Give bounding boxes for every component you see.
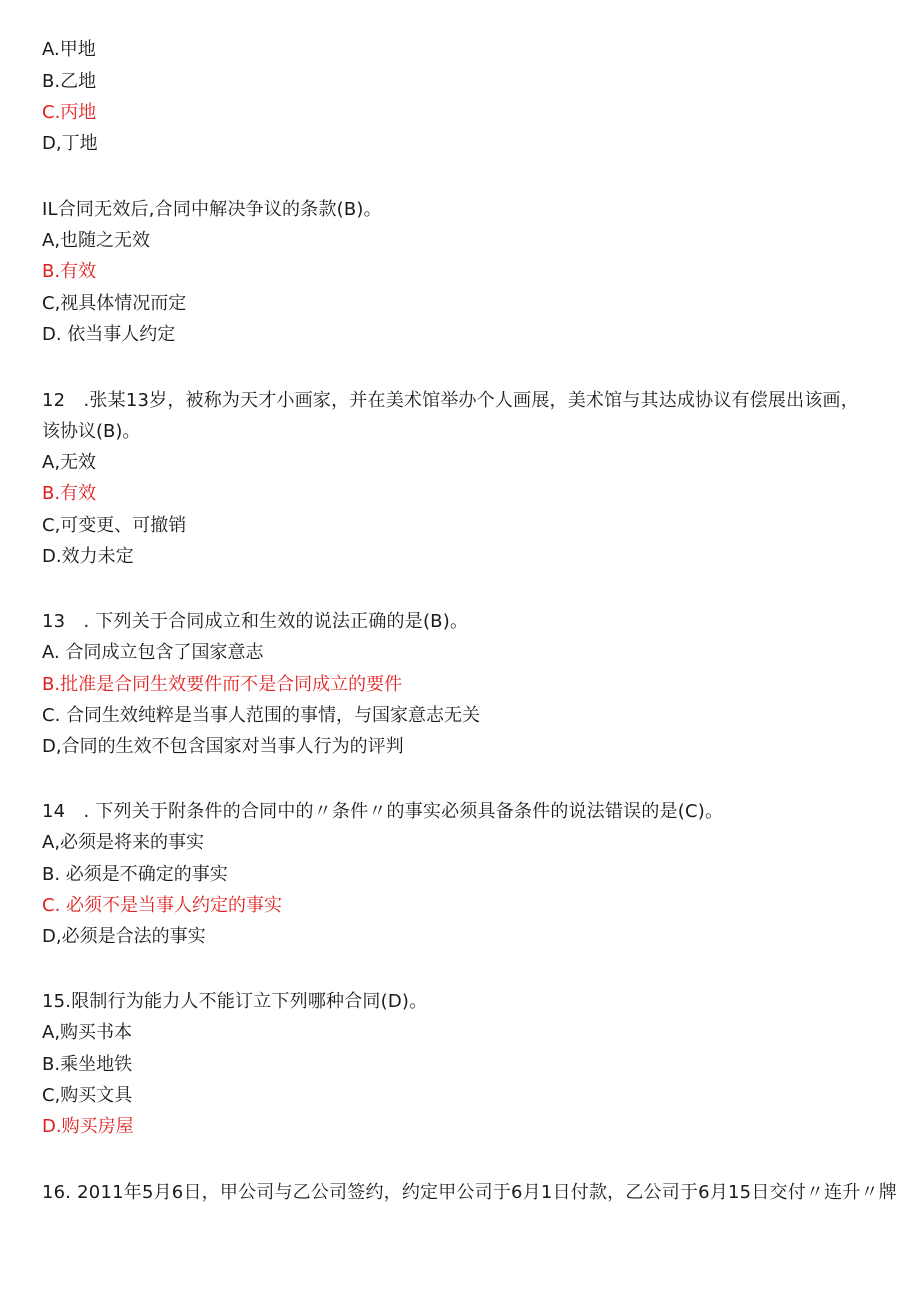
option-b-answer: B.批准是合同生效要件而不是合同成立的要件 [42, 674, 403, 695]
option-d: D,必须是合法的事实 [42, 926, 206, 947]
option-b: B.乘坐地铁 [42, 1054, 133, 1075]
option-c-answer: C. 必须不是当事人约定的事实 [42, 895, 283, 916]
question-12-continued: 该协议(B)。 [42, 421, 141, 442]
question-16: 16. 2011年5月6日，甲公司与乙公司签约，约定甲公司于6月1日付款，乙公司于6月15日交付〃连升〃牌 [42, 1182, 897, 1203]
option-d: D.效力未定 [42, 546, 134, 567]
option-a: A,购买书本 [42, 1022, 133, 1043]
option-b: B.乙地 [42, 71, 97, 92]
question-11: IL合同无效后,合同中解决争议的条款(B)。 [42, 199, 382, 220]
question-15: 15.限制行为能力人不能订立下列哪种合同(D)。 [42, 991, 428, 1012]
option-c: C,购买文具 [42, 1085, 133, 1106]
option-b: B. 必须是不确定的事实 [42, 864, 228, 885]
option-c: C,可变更、可撤销 [42, 515, 187, 536]
question-14: 14 . 下列关于附条件的合同中的〃条件〃的事实必须具备条件的说法错误的是(C)。 [42, 801, 724, 822]
question-12: 12 .张某13岁，被称为天才小画家，并在美术馆举办个人画展，美术馆与其达成协议有偿展出该画， [42, 390, 859, 411]
option-d: D. 依当事人约定 [42, 324, 176, 345]
option-d-answer: D.购买房屋 [42, 1116, 134, 1137]
option-a: A. 合同成立包含了国家意志 [42, 642, 264, 663]
option-a: A.甲地 [42, 39, 96, 60]
option-b-answer: B.有效 [42, 483, 97, 504]
option-c: C. 合同生效纯粹是当事人范围的事情，与国家意志无关 [42, 705, 481, 726]
option-c: C,视具体情况而定 [42, 293, 187, 314]
option-a: A,必须是将来的事实 [42, 832, 205, 853]
option-a: A,也随之无效 [42, 230, 151, 251]
option-d: D,丁地 [42, 133, 98, 154]
option-b-answer: B.有效 [42, 261, 97, 282]
option-a: A,无效 [42, 452, 97, 473]
question-13: 13 . 下列关于合同成立和生效的说法正确的是(B)。 [42, 611, 469, 632]
option-d: D,合同的生效不包含国家对当事人行为的评判 [42, 736, 404, 757]
option-c-answer: C.丙地 [42, 102, 97, 123]
